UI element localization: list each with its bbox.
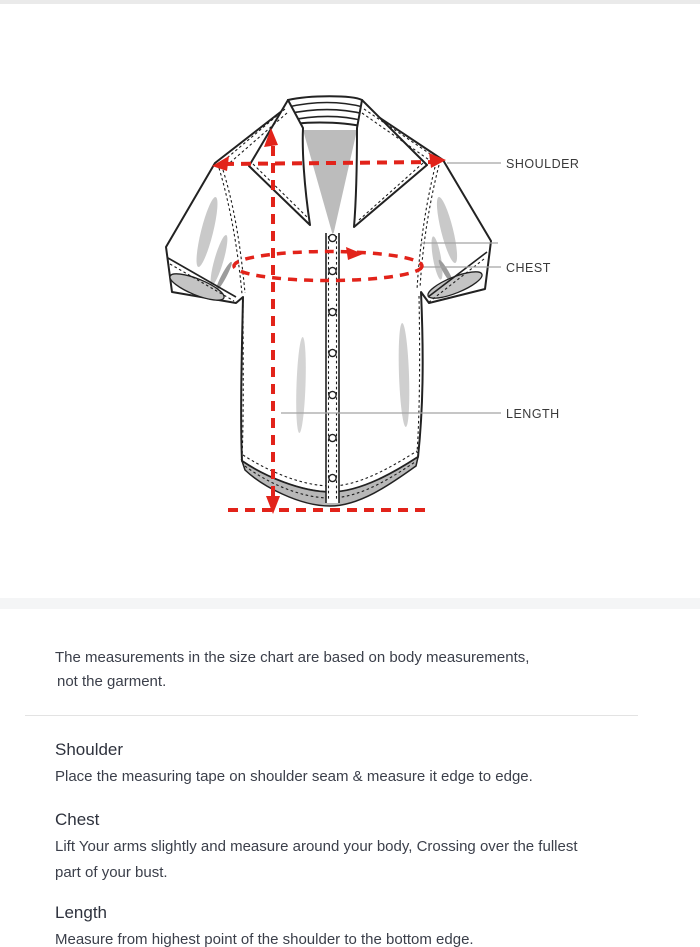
section-divider-band bbox=[0, 598, 700, 609]
section-text-line: Lift Your arms slightly and measure around your body, Crossing over the fullest bbox=[55, 838, 578, 855]
diagram-labels bbox=[506, 157, 579, 421]
section-text-line: part of your bust. bbox=[55, 864, 168, 881]
section-length bbox=[55, 903, 665, 947]
section-title: Length bbox=[55, 903, 107, 922]
chest-label: CHEST bbox=[506, 261, 551, 275]
intro-note bbox=[55, 646, 665, 694]
shirt-illustration bbox=[166, 96, 491, 506]
section-shoulder bbox=[55, 740, 665, 790]
section-title: Chest bbox=[55, 810, 100, 829]
shoulder-label: SHOULDER bbox=[506, 157, 580, 171]
horizontal-divider bbox=[25, 715, 638, 716]
section-title: Shoulder bbox=[55, 740, 124, 759]
section-text: Measure from highest point of the shoulder to the bottom edge. bbox=[55, 931, 474, 947]
intro-line-2: not the garment. bbox=[57, 673, 167, 690]
length-label: LENGTH bbox=[506, 407, 560, 421]
section-text: Place the measuring tape on shoulder seam & measure it edge to edge. bbox=[55, 768, 533, 785]
section-text bbox=[55, 834, 665, 886]
button-placket bbox=[326, 233, 339, 503]
section-chest bbox=[55, 810, 665, 886]
intro-line-1: The measurements in the size chart are based on body measurements, bbox=[55, 649, 530, 666]
